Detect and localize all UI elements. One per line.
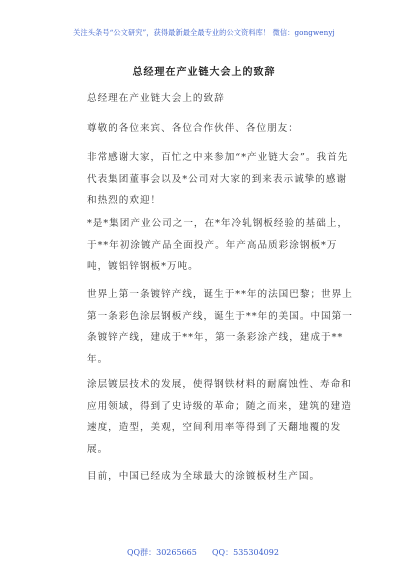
paragraph-history: 世界上第一条镀锌产线，诞生于**年的法国巴黎；世界上第一条彩色涂层钢板产线，诞生于**年的美国。中国第一条镀锌产线，建成于**年，第一条彩涂产线，建成于**年。 [87,289,353,365]
footer-qq: QQ：535304092 [212,548,279,557]
header-banner: 关注头条号“公文研究”，获得最新最全最专业的公文资料库！ 微信：gongwenyj [73,28,335,37]
footer-qq-group: QQ群：30265665 [127,548,197,557]
paragraph-salutation: 尊敬的各位来宾、各位合作伙伴、各位朋友： [87,123,299,134]
paragraph-thanks: 非常感谢大家，百忙之中来参加“*产业链大会”。我首先代表集团董事会以及*公司对大家的到来表示诚挚的感谢和热烈的欢迎！ [87,152,349,206]
paragraph-company: *是*集团产业公司之一，在*年冷轧钢板经验的基础上，于**年初涂镀产品全面投产。年产高品质彩涂钢板*万吨，镀铝锌钢板*万吨。 [87,218,349,272]
paragraph-current: 目前，中国已经成为全球最大的涂镀板材生产国。 [87,471,321,482]
document-title: 总经理在产业链大会上的致辞 [132,67,276,78]
paragraph-technology: 涂层镀层技术的发展，使得钢铁材料的耐腐蚀性、寿命和应用领域，得到了史诗级的革命；随之而来，建筑的建造速度，造型，美观，空间利用率等得到了天翻地覆的发展。 [87,379,352,455]
paragraph-subtitle: 总经理在产业链大会上的致辞 [87,93,225,104]
